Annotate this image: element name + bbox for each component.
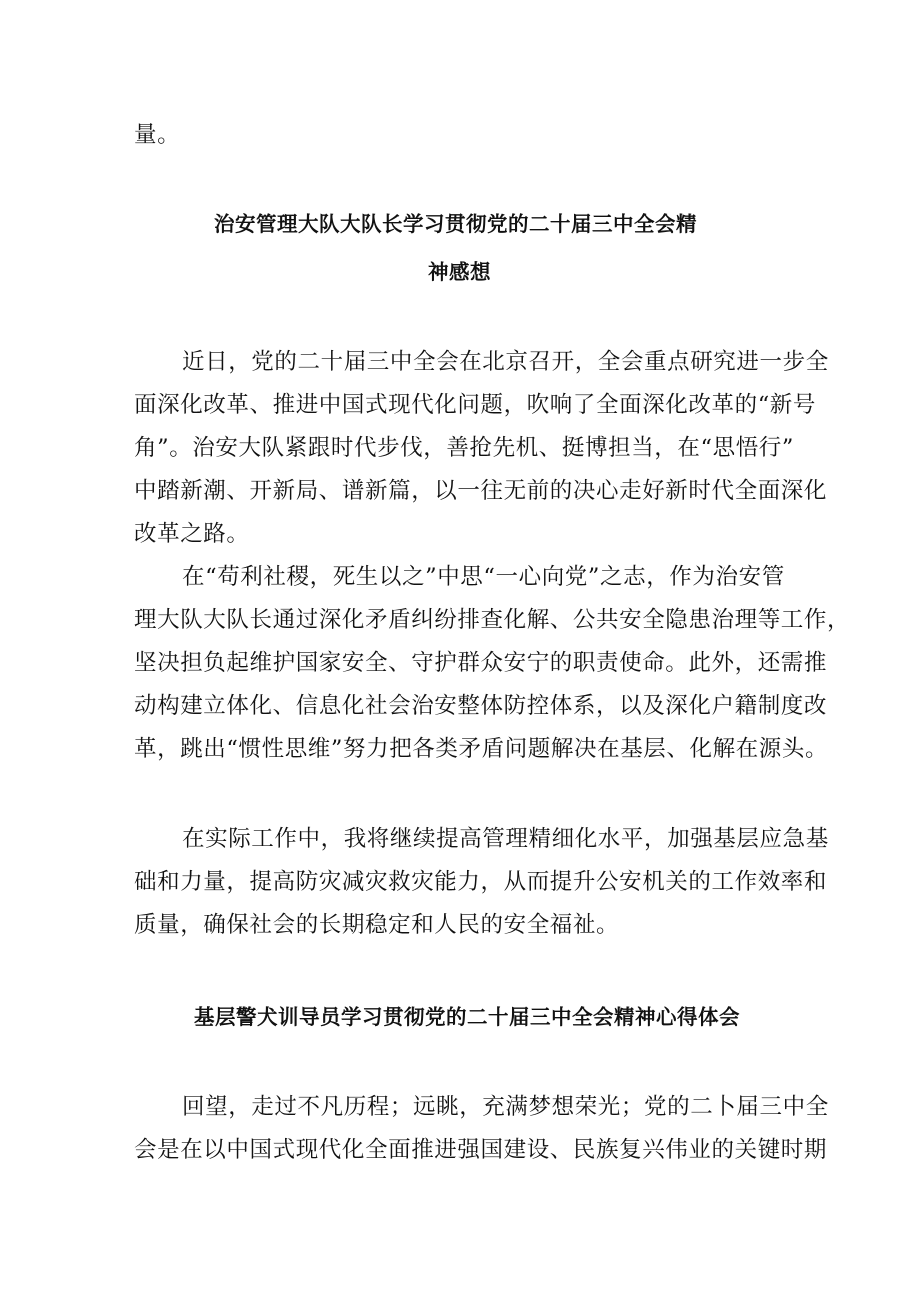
section1-p3-line: 础和力量，提高防灾减灾救灾能力，从而提升公安机关的工作效率和 <box>134 869 828 895</box>
section1-p1-line: 改革之路。 <box>134 521 250 547</box>
section1-p1-line: 中踏新潮、开新局、谱新篇，以一往无前的决心走好新时代全面深化 <box>134 478 828 504</box>
section1-p2-line: 理大队大队长通过深化矛盾纠纷排查化解、公共安全隐患治理等工作， <box>134 607 851 633</box>
section1-p1-line: 近日，党的二十届三中全会在北京召开，全会重点研究进一步全 <box>182 349 829 375</box>
section1-p3-line: 在实际工作中，我将继续提高管理精细化水平，加强基层应急基 <box>182 826 829 852</box>
section1-p2-line: 动构建立体化、信息化社会治安整体防控体系，以及深化户籍制度改 <box>134 693 828 719</box>
section1-p1-line: 面深化改革、推进中国式现代化问题，吹响了全面深化改革的“新号 <box>134 392 817 418</box>
section2-p1-line: 回望，走过不凡历程；远眺，充满梦想荣光；党的二卜届三中全 <box>182 1094 829 1120</box>
section1-p3-line: 质量，确保社会的长期稳定和人民的安全福祉。 <box>134 912 620 938</box>
section1-p2-line: 革，跳出“惯性思维”努力把各类矛盾问题解决在基层、化解在源头。 <box>134 736 829 762</box>
section1-p2-line: 在“苟利社稷，死生以之”中思“一心向党”之志，作为治安管 <box>182 564 785 590</box>
section1-title-line1: 治安管理大队大队长学习贯彻党的二十届三中全会精 <box>214 212 697 236</box>
section1-p2-line: 坚决担负起维护国家安全、守护群众安宁的职责使命。此外，还需推 <box>134 650 828 676</box>
section2-title: 基层警犬训导员学习贯彻党的二十届三中全会精神心得体会 <box>194 1005 740 1029</box>
lead-tail-text: 量。 <box>134 122 181 148</box>
section1-p1-line: 角”。治安大队紧跟时代步伐，善抢先机、挺博担当，在“思悟行” <box>134 435 795 461</box>
section1-title-line2: 神感想 <box>428 260 491 284</box>
section2-p1-line: 会是在以中国式现代化全面推进强国建设、民族复兴伟业的关键时期 <box>134 1137 828 1163</box>
